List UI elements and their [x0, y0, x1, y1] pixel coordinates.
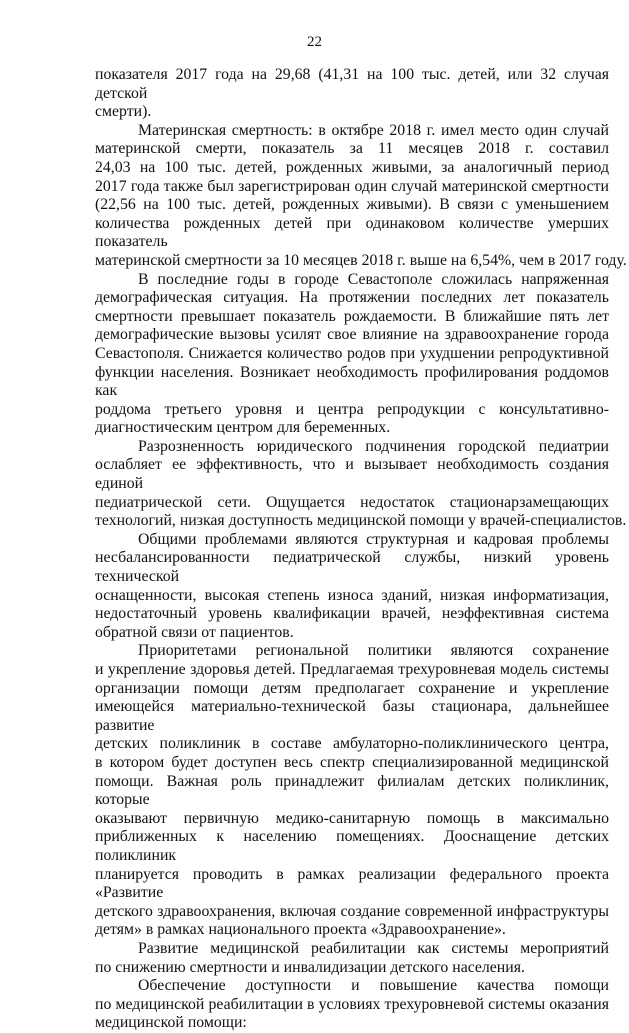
- text-line: педиатрической сети. Ощущается недостаток стационарзамещающих: [95, 493, 609, 511]
- text-line: несбалансированности педиатрической службы, низкий уровень технической: [95, 549, 609, 586]
- text-line: оснащенности, высокая степень износа зданий, низкая информатизация,: [95, 586, 609, 604]
- text-line: Общими проблемами являются структурная и кадровая проблемы: [138, 530, 609, 548]
- text-line: смерти).: [95, 103, 152, 121]
- text-line: медицинской помощи:: [95, 1014, 247, 1032]
- text-line: ослабляет ее эффективность, что и вызывает необходимость создания единой: [95, 456, 609, 493]
- text-line: Разрозненность юридического подчинения городской педиатрии: [138, 437, 609, 455]
- paragraph: [95, 121, 627, 271]
- text-line: имеющейся материально-технической базы стационара, дальнейшее развитие: [95, 698, 609, 734]
- paragraph: [95, 271, 609, 438]
- text-line: Обеспечение доступности и повышение качества помощи: [138, 977, 609, 995]
- text-line: 2017 года также был зарегистрирован один случай материнской смертности: [95, 177, 609, 195]
- text-line: Материнская смертность: в октябре 2018 г. имел место один случай: [138, 121, 609, 139]
- paragraph: [95, 642, 609, 940]
- text-line: функции населения. Возникает необходимость профилирования роддомов как: [95, 363, 609, 400]
- text-line: оказывают первичную медико-санитарную помощь в максимально: [95, 809, 609, 827]
- text-line: демографические вызовы усилят свое влияние на здравоохранение города: [95, 326, 609, 344]
- text-line: (22,56 на 100 тыс. детей, рожденных живыми). В связи с уменьшением: [95, 196, 609, 214]
- text-line: показателя 2017 года на 29,68 (41,31 на 100 тыс. детей, или 32 случая детской: [95, 66, 609, 102]
- text-line: смертности превышает показатель рождаемости. В ближайшие пять лет: [95, 307, 609, 325]
- page-number: 22: [307, 34, 322, 50]
- text-line: количества рожденных детей при одинаковом количестве умерших показатель: [95, 214, 609, 251]
- paragraph: [95, 940, 609, 977]
- paragraph: [95, 437, 627, 531]
- text-line: диагностическим центром для беременных.: [95, 419, 391, 437]
- text-line: по медицинской реабилитации в условиях трехуровневой системы оказания: [95, 995, 609, 1013]
- text-line: в котором будет доступен весь спектр специализированной медицинской: [95, 753, 609, 771]
- text-line: технологий, низкая доступность медицинской помощи у врачей-специалистов.: [95, 512, 627, 530]
- text-line: демографическая ситуация. На протяжении последних лет показатель: [95, 289, 609, 307]
- text-line: организации помощи детям предполагает сохранение и укрепление: [95, 679, 609, 697]
- text-line: приближенных к населению помещениях. Дооснащение детских поликлиник: [95, 828, 609, 864]
- body-text: [95, 66, 627, 1033]
- paragraph: [95, 531, 609, 643]
- text-line: детям» в рамках национального проекта «Здравоохранение».: [95, 921, 506, 939]
- text-line: обратной связи от пациентов.: [95, 623, 294, 641]
- text-line: Развитие медицинской реабилитации как системы мероприятий: [138, 939, 609, 957]
- text-line: по снижению смертности и инвалидизации детского населения.: [95, 958, 525, 976]
- text-line: материнской смертности за 10 месяцев 2018 г. выше на 6,54%, чем в 2017 году.: [95, 251, 627, 269]
- text-line: материнской смерти, показатель за 11 месяцев 2018 г. составил: [95, 140, 609, 158]
- paragraph: [95, 977, 609, 1033]
- text-line: недостаточный уровень квалификации врачей, неэффективная система: [95, 605, 609, 623]
- text-line: роддома третьего уровня и центра репродукции с консультативно-: [95, 400, 609, 418]
- text-line: планируется проводить в рамках реализации федерального проекта «Развитие: [95, 865, 609, 902]
- text-line: Севастополя. Снижается количество родов при ухудшении репродуктивной: [95, 344, 609, 362]
- text-line: помощи. Важная роль принадлежит филиалам детских поликлиник, которые: [95, 772, 609, 809]
- text-line: 24,03 на 100 тыс. детей, рожденных живыми, за аналогичный период: [95, 158, 609, 176]
- text-line: Приоритетами региональной политики являются сохранение: [138, 642, 609, 660]
- paragraph: [95, 66, 609, 122]
- text-line: и укрепление здоровья детей. Предлагаемая трехуровневая модель системы: [95, 661, 609, 678]
- text-line: детских поликлиник в составе амбулаторно-поликлинического центра,: [95, 735, 609, 753]
- text-line: В последние годы в городе Севастополе сложилась напряженная: [138, 270, 609, 288]
- text-line: детского здравоохранения, включая создание современной инфраструктуры: [95, 902, 609, 920]
